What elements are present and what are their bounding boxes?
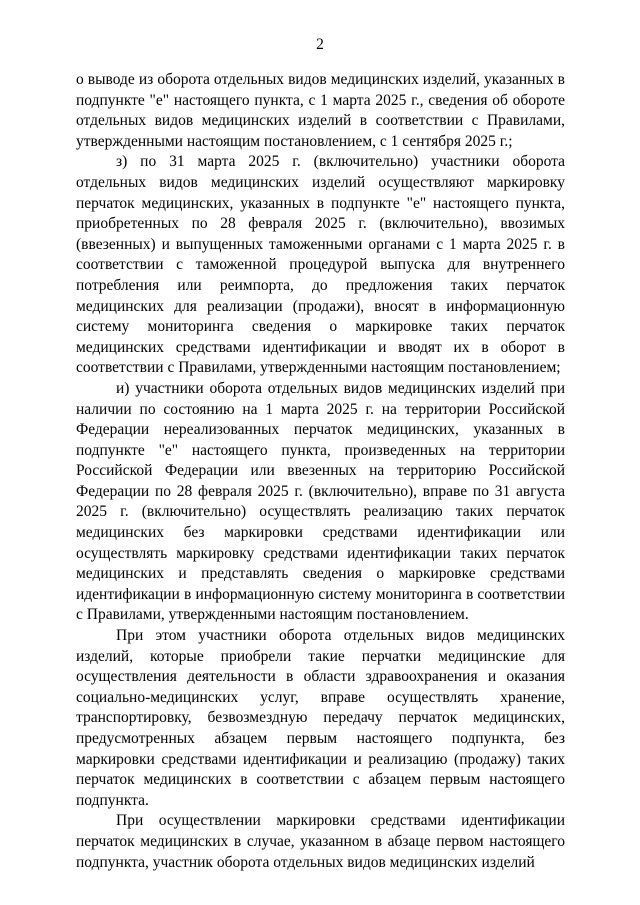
paragraph-marking-procedure: При осуществлении маркировки средствами идентификации перчаток медицинских в случае, указанном в абзаце первом настоящего подпункта, участник оборота отдельных видов медицинских изделий: [76, 812, 565, 871]
paragraph-item-i: и) участники оборота отдельных видов медицинских изделий при наличии по состоянию на 1 марта 2025 г. на территории Российской Федерации нереализованных перчаток медицинских, указанных в подпункте "е" настоящего пункта, произведенных на территории Российской Федерации или ввезенных на территорию Российской Федерации по 28 февраля 2025 г. (включительно), вправе по 31 августа 2025 г. (включительно) осуществлять реализацию таких перчаток медицинских без маркировки средствами идентификации или осуществлять маркировку средствами идентификации таких перчаток медицинских и представлять сведения о маркировке средствами идентификации в информационную систему мониторинга в соответствии с Правилами, утвержденными настоящим постановлением.: [76, 379, 565, 624]
page-number: 2: [316, 36, 324, 53]
paragraph-item-z: з) по 31 марта 2025 г. (включительно) участники оборота отдельных видов медицинских изделий осуществляют маркировку перчаток медицинских, указанных в подпункте "е" настоящего пункта, приобретенных по 28 февраля 2025 г. (включительно), ввозимых (ввезенных) и выпущенных таможенными органами с 1 марта 2025 г. в соответствии с таможенной процедурой выпуска для внутреннего потребления или реимпорта, до предложения таких перчаток медицинских для реализации (продажи), вносят в информационную систему мониторинга сведения о маркировке таких перчаток медицинских средствами идентификации и вводят их в оборот в соответствии с Правилами, утвержденными настоящим постановлением;: [76, 153, 565, 377]
paragraph-continuation: о выводе из оборота отдельных видов медицинских изделий, указанных в подпункте "е" настоящего пункта, с 1 марта 2025 г., сведения об обороте отдельных видов медицинских изделий в соответствии с Правилами, утвержденными настоящим постановлением, с 1 сентября 2025 г.;: [76, 71, 565, 150]
document-body: [76, 70, 565, 873]
paragraph-additional-provision: При этом участники оборота отдельных видов медицинских изделий, которые приобрели такие перчатки медицинские для осуществления деятельности в области здравоохранения и оказания социально-медицинских услуг, вправе осуществлять хранение, транспортировку, безвозмездную передачу перчаток медицинских, предусмотренных абзацем первым настоящего подпункта, без маркировки средствами идентификации и реализацию (продажу) таких перчаток медицинских в соответствии с абзацем первым настоящего подпункта.: [76, 627, 565, 809]
